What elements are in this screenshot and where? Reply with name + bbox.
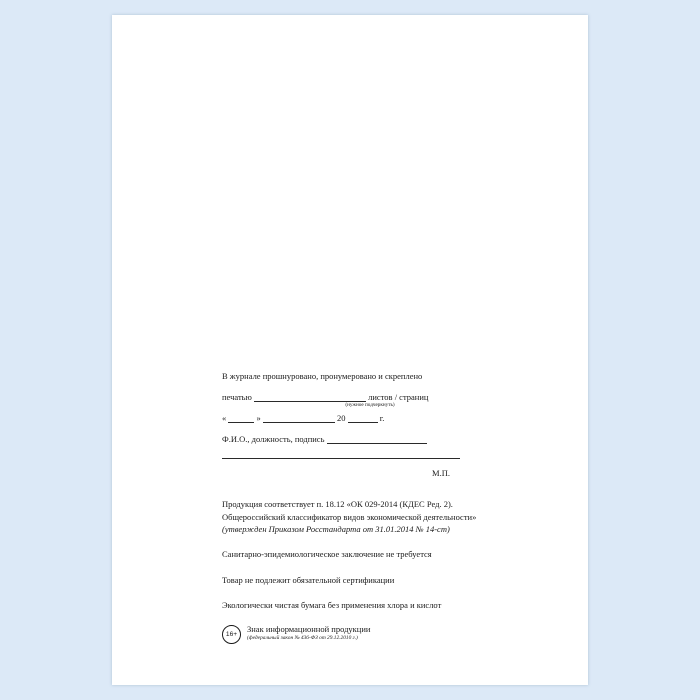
compliance-block [222,498,522,611]
stamp-label: М.П. [432,468,450,479]
info-sign-row [222,624,522,644]
age-rating-16plus-icon: 16+ [222,625,241,644]
seal-fill-line[interactable] [254,392,366,402]
seal-row [222,392,522,402]
date-year: 20 [337,413,346,424]
fio-label: Ф.И.О., должность, подпись [222,434,325,445]
underline-note: (нужное подчеркнуть) [345,402,395,409]
compliance-line-5: Товар не подлежит обязательной сертификации [222,574,395,585]
date-day-line[interactable] [228,413,254,423]
document-page [112,15,588,685]
compliance-line-6: Экологически чистая бумага без применения хлора и кислот [222,599,442,610]
signature-rule[interactable] [222,457,460,459]
info-sign-text [247,624,370,641]
date-year-line[interactable] [348,413,378,423]
info-sign-title: Знак информационной продукции [247,624,371,635]
date-quote-close: » [256,413,261,424]
compliance-line-1: Продукция соответствует п. 18.12 «ОК 029-2014 (КДЕС Ред. 2). [222,499,453,510]
info-sign-law: (федеральный закон № 436-ФЗ от 29.12.2010 г.) [247,635,358,642]
date-suffix: г. [379,413,385,424]
date-month-line[interactable] [263,413,335,423]
date-row [222,413,522,423]
compliance-line-3: (утвержден Приказом Росстандарта от 31.01.2014 № 14-ст) [222,523,450,534]
compliance-line-4: Санитарно-эпидемиологическое заключение не требуется [222,549,432,560]
compliance-line-2: Общероссийский классификатор видов экономической деятельности» [222,511,477,522]
certification-line-1: В журнале прошнуровано, пронумеровано и скреплено [222,371,423,381]
fio-fill-line[interactable] [327,434,427,444]
seal-label: печатью [222,392,252,403]
document-content [222,370,522,644]
fio-row [222,434,522,444]
date-quote-open: « [222,413,227,424]
sheets-label: листов / страниц [368,392,429,403]
